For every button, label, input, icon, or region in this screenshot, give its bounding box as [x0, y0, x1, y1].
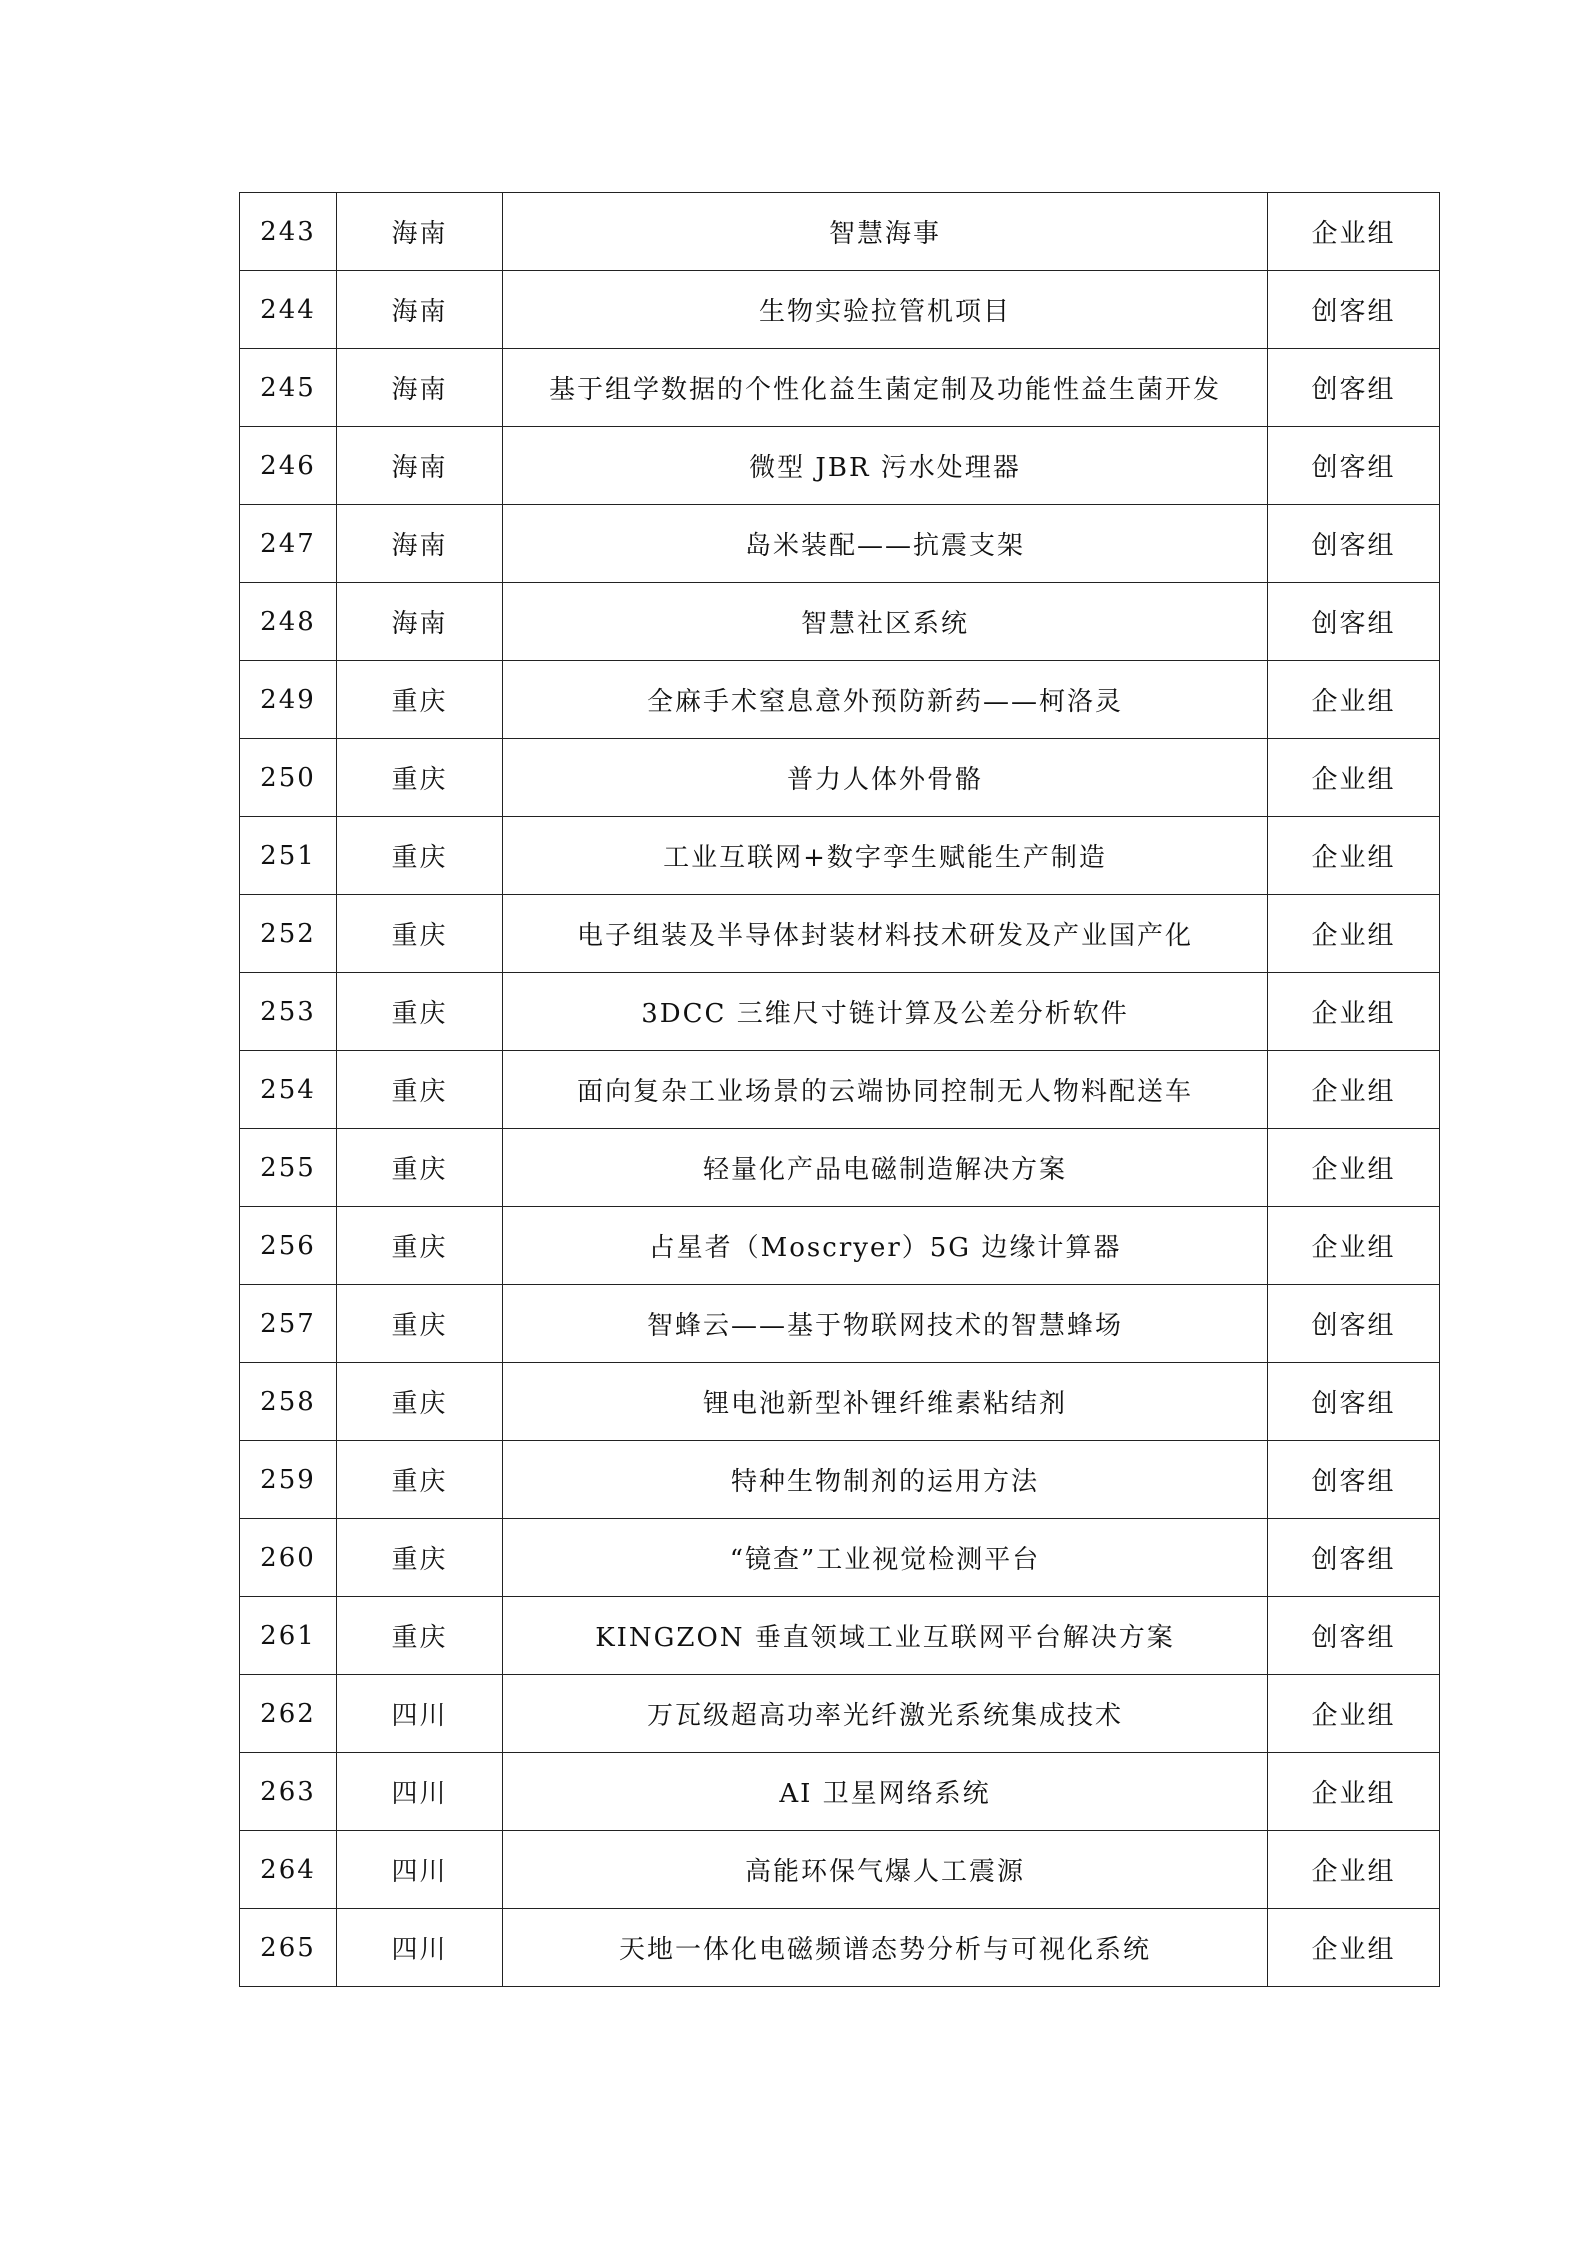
region-cell: 重庆 — [337, 1441, 503, 1519]
row-number-cell: 261 — [240, 1597, 337, 1675]
region-cell: 海南 — [337, 349, 503, 427]
table-row — [240, 1597, 1440, 1675]
row-number-cell: 249 — [240, 661, 337, 739]
group-cell: 企业组 — [1268, 1129, 1440, 1207]
project-name-cell: 3DCC 三维尺寸链计算及公差分析软件 — [503, 973, 1268, 1051]
row-number-cell: 253 — [240, 973, 337, 1051]
project-name-cell: 面向复杂工业场景的云端协同控制无人物料配送车 — [503, 1051, 1268, 1129]
row-number-cell: 265 — [240, 1909, 337, 1987]
project-name-cell: 微型 JBR 污水处理器 — [503, 427, 1268, 505]
region-cell: 海南 — [337, 427, 503, 505]
row-number-cell: 256 — [240, 1207, 337, 1285]
group-cell: 企业组 — [1268, 1207, 1440, 1285]
table-row — [240, 349, 1440, 427]
row-number-cell: 255 — [240, 1129, 337, 1207]
project-name-cell: 占星者（Moscryer）5G 边缘计算器 — [503, 1207, 1268, 1285]
table-row — [240, 427, 1440, 505]
row-number-cell: 245 — [240, 349, 337, 427]
group-cell: 创客组 — [1268, 1597, 1440, 1675]
table-row — [240, 1909, 1440, 1987]
region-cell: 四川 — [337, 1909, 503, 1987]
row-number-cell: 244 — [240, 271, 337, 349]
region-cell: 海南 — [337, 271, 503, 349]
group-cell: 企业组 — [1268, 1051, 1440, 1129]
group-cell: 企业组 — [1268, 1675, 1440, 1753]
region-cell: 四川 — [337, 1831, 503, 1909]
table-row — [240, 1051, 1440, 1129]
project-name-cell: 智慧社区系统 — [503, 583, 1268, 661]
row-number-cell: 264 — [240, 1831, 337, 1909]
project-name-cell: 轻量化产品电磁制造解决方案 — [503, 1129, 1268, 1207]
table-row — [240, 193, 1440, 271]
group-cell: 创客组 — [1268, 271, 1440, 349]
region-cell: 重庆 — [337, 1597, 503, 1675]
project-name-cell: 锂电池新型补锂纤维素粘结剂 — [503, 1363, 1268, 1441]
project-name-cell: 电子组装及半导体封装材料技术研发及产业国产化 — [503, 895, 1268, 973]
project-name-cell: 智蜂云——基于物联网技术的智慧蜂场 — [503, 1285, 1268, 1363]
table-row — [240, 895, 1440, 973]
group-cell: 企业组 — [1268, 661, 1440, 739]
table-row — [240, 1675, 1440, 1753]
group-cell: 创客组 — [1268, 505, 1440, 583]
project-name-cell: KINGZON 垂直领域工业互联网平台解决方案 — [503, 1597, 1268, 1675]
row-number-cell: 252 — [240, 895, 337, 973]
region-cell: 海南 — [337, 193, 503, 271]
region-cell: 重庆 — [337, 1519, 503, 1597]
project-name-cell: AI 卫星网络系统 — [503, 1753, 1268, 1831]
region-cell: 重庆 — [337, 973, 503, 1051]
project-name-cell: 智慧海事 — [503, 193, 1268, 271]
table-row — [240, 583, 1440, 661]
group-cell: 企业组 — [1268, 973, 1440, 1051]
region-cell: 重庆 — [337, 1207, 503, 1285]
row-number-cell: 262 — [240, 1675, 337, 1753]
project-name-cell: 高能环保气爆人工震源 — [503, 1831, 1268, 1909]
group-cell: 创客组 — [1268, 583, 1440, 661]
region-cell: 重庆 — [337, 895, 503, 973]
region-cell: 重庆 — [337, 817, 503, 895]
region-cell: 重庆 — [337, 1129, 503, 1207]
table-body — [240, 193, 1440, 1987]
table-row — [240, 271, 1440, 349]
row-number-cell: 260 — [240, 1519, 337, 1597]
group-cell: 创客组 — [1268, 1441, 1440, 1519]
region-cell: 重庆 — [337, 1285, 503, 1363]
row-number-cell: 258 — [240, 1363, 337, 1441]
region-cell: 重庆 — [337, 661, 503, 739]
row-number-cell: 259 — [240, 1441, 337, 1519]
row-number-cell: 248 — [240, 583, 337, 661]
project-name-cell: 基于组学数据的个性化益生菌定制及功能性益生菌开发 — [503, 349, 1268, 427]
project-name-cell: 特种生物制剂的运用方法 — [503, 1441, 1268, 1519]
row-number-cell: 254 — [240, 1051, 337, 1129]
project-name-cell: 全麻手术窒息意外预防新药——柯洛灵 — [503, 661, 1268, 739]
row-number-cell: 247 — [240, 505, 337, 583]
region-cell: 海南 — [337, 505, 503, 583]
row-number-cell: 250 — [240, 739, 337, 817]
project-name-cell: “镜查”工业视觉检测平台 — [503, 1519, 1268, 1597]
table-row — [240, 661, 1440, 739]
table-row — [240, 973, 1440, 1051]
group-cell: 企业组 — [1268, 1753, 1440, 1831]
row-number-cell: 251 — [240, 817, 337, 895]
table-row — [240, 1207, 1440, 1285]
table-row — [240, 739, 1440, 817]
region-cell: 海南 — [337, 583, 503, 661]
table-row — [240, 1285, 1440, 1363]
group-cell: 创客组 — [1268, 349, 1440, 427]
region-cell: 四川 — [337, 1753, 503, 1831]
group-cell: 企业组 — [1268, 1831, 1440, 1909]
group-cell: 企业组 — [1268, 193, 1440, 271]
table-row — [240, 1129, 1440, 1207]
group-cell: 企业组 — [1268, 1909, 1440, 1987]
table-row — [240, 1519, 1440, 1597]
table-row — [240, 817, 1440, 895]
row-number-cell: 263 — [240, 1753, 337, 1831]
group-cell: 企业组 — [1268, 817, 1440, 895]
group-cell: 创客组 — [1268, 1519, 1440, 1597]
project-name-cell: 普力人体外骨骼 — [503, 739, 1268, 817]
table-row — [240, 1831, 1440, 1909]
row-number-cell: 243 — [240, 193, 337, 271]
region-cell: 重庆 — [337, 1051, 503, 1129]
table-row — [240, 1753, 1440, 1831]
group-cell: 创客组 — [1268, 1285, 1440, 1363]
group-cell: 创客组 — [1268, 1363, 1440, 1441]
project-list-table — [239, 192, 1440, 1987]
project-name-cell: 岛米装配——抗震支架 — [503, 505, 1268, 583]
group-cell: 企业组 — [1268, 739, 1440, 817]
row-number-cell: 257 — [240, 1285, 337, 1363]
group-cell: 企业组 — [1268, 895, 1440, 973]
table-row — [240, 1441, 1440, 1519]
project-name-cell: 万瓦级超高功率光纤激光系统集成技术 — [503, 1675, 1268, 1753]
region-cell: 四川 — [337, 1675, 503, 1753]
group-cell: 创客组 — [1268, 427, 1440, 505]
row-number-cell: 246 — [240, 427, 337, 505]
project-name-cell: 天地一体化电磁频谱态势分析与可视化系统 — [503, 1909, 1268, 1987]
table-row — [240, 505, 1440, 583]
project-name-cell: 工业互联网+数字孪生赋能生产制造 — [503, 817, 1268, 895]
table-row — [240, 1363, 1440, 1441]
region-cell: 重庆 — [337, 1363, 503, 1441]
region-cell: 重庆 — [337, 739, 503, 817]
project-name-cell: 生物实验拉管机项目 — [503, 271, 1268, 349]
